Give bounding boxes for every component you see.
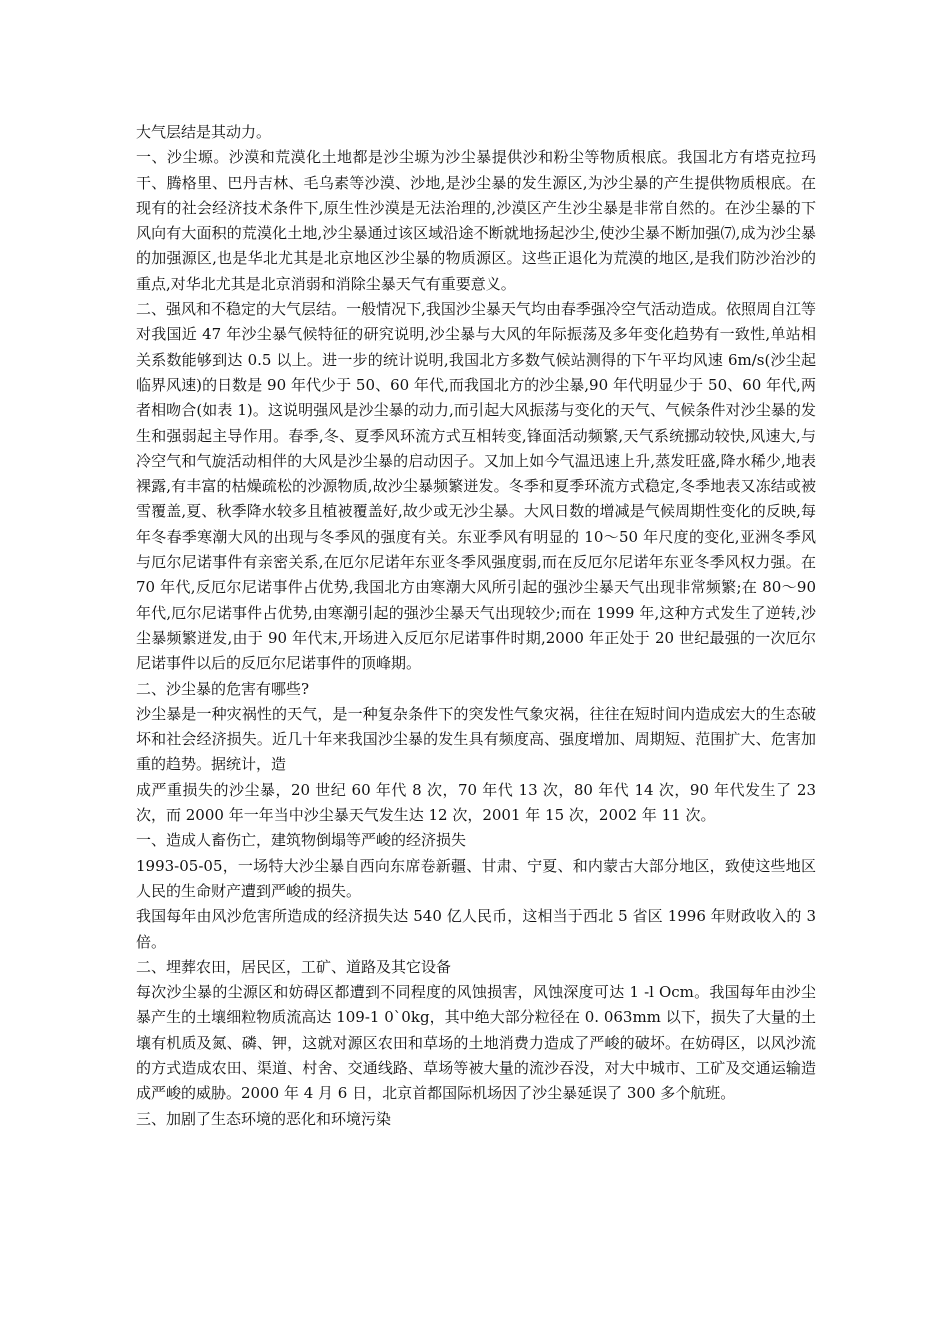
paragraph-1993-storm: 1993-05-05，一场特大沙尘暴自西向东席卷新疆、甘肃、宁夏、和内蒙古大部分地区，致使这些地区人民的生命财产遭到严峻的损失。 — [136, 856, 816, 900]
paragraph-wind-erosion: 每次沙尘暴的尘源区和妨碍区都遭到不同程度的风蚀损害，风蚀深度可达 1 -l Ocm。我国每年由沙尘暴产生的土壤细粒物质流高达 109-1 0`0kg，其中绝大部分粒径在 0. 063mm 以下，损失了大量的土壤有机质及氮、磷、钾，这就对源区农田和草场的土地消费力造成了严峻的破坏。在妨碍区，以风沙流的方式造成农田、渠道、村舍、交通线路、草场等被大量的流沙吞没，对大中城市、工矿及交通运输造成严峻的威胁。2000 年 4 月 6 日，北京首都国际机场因了沙尘暴延误了 300 多个航班。 — [136, 983, 816, 1103]
paragraph-dust-source: 一、沙尘塬。沙漠和荒漠化土地都是沙尘塬为沙尘暴提供沙和粉尘等物质根底。我国北方有塔克拉玛干、腾格里、巴丹吉林、毛乌素等沙漠、沙地,是沙尘暴的发生源区,为沙尘暴的产生提供物质根底。在现有的社会经济技术条件下,原生性沙漠是无法治理的,沙漠区产生沙尘暴是非常自然的。在沙尘暴的下风向有大面积的荒漠化土地,沙尘暴通过该区域沿途不断就地扬起沙尘,使沙尘暴不断加强⑺,成为沙尘暴的加强源区,也是华北尤其是北京地区沙尘暴的物质源区。这些正退化为荒漠的地区,是我们防沙治沙的重点,对华北尤其是北京消弱和消除尘暴天气有重要意义。 — [136, 148, 816, 293]
subheading-ecology: 三、加剧了生态环境的恶化和环境污染 — [136, 1109, 392, 1128]
subheading-burial: 二、埋葬农田，居民区，工矿、道路及其它设备 — [136, 957, 452, 976]
paragraph-hazards-intro: 沙尘暴是一种灾祸性的天气，是一种复杂条件下的突发性气象灾祸，往往在短时间内造成宏大的生态破坏和社会经济损失。近几十年来我国沙尘暴的发生具有频度高、强度增加、周期短、范围扩大、危害加重的趋势。据统计，造 — [136, 704, 816, 774]
section-heading-hazards: 二、沙尘暴的危害有哪些? — [136, 679, 310, 698]
paragraph-economic-loss: 我国每年由风沙危害所造成的经济损失达 540 亿人民币，这相当于西北 5 省区 1996 年财政收入的 3 倍。 — [136, 907, 816, 951]
paragraph-hazards-statistics: 成严重损失的沙尘暴，20 世纪 60 年代 8 次，70 年代 13 次，80 年代 14 次，90 年代发生了 23 次，而 2000 年一年当中沙尘暴天气发生达 12 次，2001 年 15 次，2002 年 11 次。 — [136, 780, 816, 825]
subheading-casualties: 一、造成人畜伤亡，建筑物倒塌等严峻的经济损失 — [136, 831, 467, 850]
paragraph-strong-wind: 二、强风和不稳定的大气层结。一般情况下,我国沙尘暴天气均由春季强冷空气活动造成。依照周自江等对我国近 47 年沙尘暴气候特征的研究说明,沙尘暴与大风的年际振荡及多年变化趋势有一致性,单站相关系数能够到达 0.5 以上。进一步的统计说明,我国北方多数气候站测得的下午平均风速 6m/s(沙尘起临界风速)的日数是 90 年代少于 50、60 年代,而我国北方的沙尘暴,90 年代明显少于 50、60 年代,两者相吻合(如表 1)。这说明强风是沙尘暴的动力,而引起大风振荡与变化的天气、气候条件对沙尘暴的发生和强弱起主导作用。春季,冬、夏季风环流方式互相转变,锋面活动频繁,天气系统挪动较快,风速大,与冷空气和气旋活动相伴的大风是沙尘暴的启动因子。又加上如今气温迅速上升,蒸发旺盛,降水稀少,地表裸露,有丰富的枯燥疏松的沙源物质,故沙尘暴频繁迸发。冬季和夏季环流方式稳定,冬季地表又冻结或被雪覆盖,夏、秋季降水较多且植被覆盖好,故少或无沙尘暴。大风日数的增减是气候周期性变化的反映,每年冬春季寒潮大风的出现与冬季风的强度有关。东亚季风有明显的 10～50 年尺度的变化,亚洲冬季风与厄尔尼诺事件有亲密关系,在厄尔尼诺年东亚冬季风强度弱,而在反厄尔尼诺年东亚冬季风权力强。在 70 年代,反厄尔尼诺事件占优势,我国北方由寒潮大风所引起的强沙尘暴天气出现非常频繁;在 80～90 年代,厄尔尼诺事件占优势,由寒潮引起的强沙尘暴天气出现较少;而在 1999 年,这种方式发生了逆转,沙尘暴频繁迸发,由于 90 年代末,开场进入反厄尔尼诺事件时期,2000 年正处于 20 世纪最强的一次厄尔尼诺事件以后的反厄尔尼诺事件的顶峰期。 — [136, 300, 816, 673]
paragraph-intro-continuation: 大气层结是其动力。 — [136, 123, 272, 141]
document-body — [136, 120, 816, 1132]
